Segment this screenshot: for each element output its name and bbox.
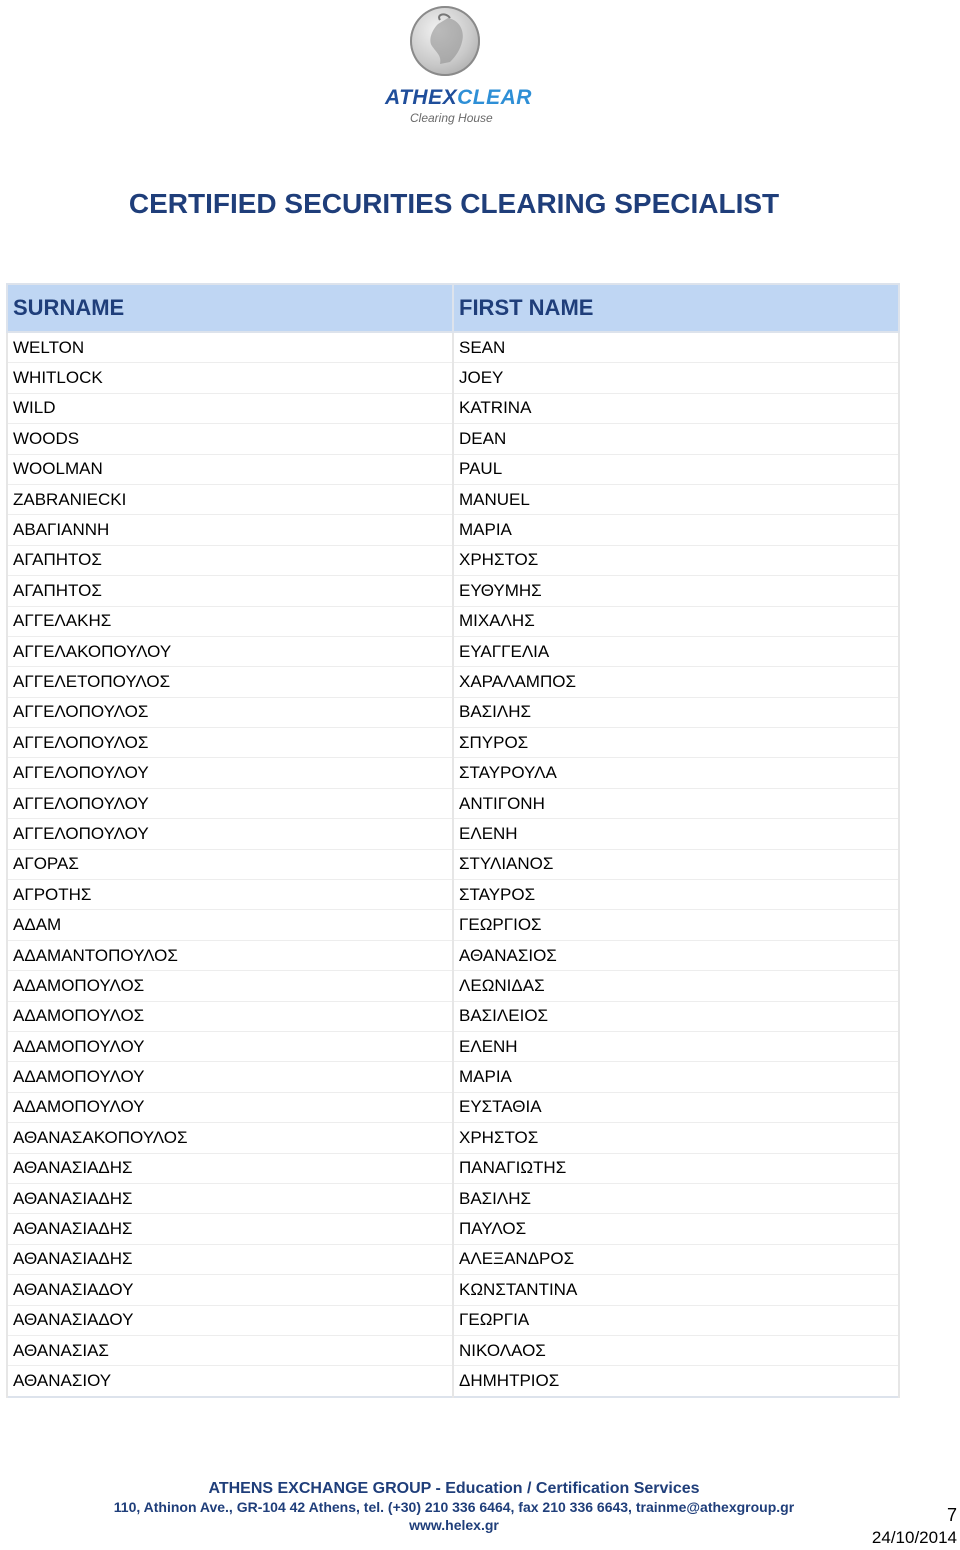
surname-cell: ΑΓΓΕΛΑΚΗΣ [7,606,453,636]
table-row [7,1275,899,1305]
column-header-first-name: FIRST NAME [453,284,899,332]
surname-cell: ΑΓΓΕΛΕΤΟΠΟΥΛΟΣ [7,667,453,697]
table-row [7,880,899,910]
first-name-cell: ΧΡΗΣΤΟΣ [453,545,899,575]
brand-subtitle: Clearing House [410,111,493,125]
first-name-cell: ΝΙΚΟΛΑΟΣ [453,1335,899,1365]
first-name-cell: ΛΕΩΝΙΔΑΣ [453,971,899,1001]
table-row [7,1062,899,1092]
table-row [7,636,899,666]
surname-cell: ΑΓΟΡΑΣ [7,849,453,879]
brand-name [385,86,532,110]
surname-cell: ΑΓΓΕΛΑΚΟΠΟΥΛΟΥ [7,636,453,666]
table-row [7,515,899,545]
table-row [7,728,899,758]
first-name-cell: ΒΑΣΙΛΗΣ [453,1183,899,1213]
table-row [7,1001,899,1031]
table-row [7,393,899,423]
surname-cell: ΑΓΓΕΛΟΠΟΥΛΟΥ [7,758,453,788]
table-row [7,1214,899,1244]
surname-cell: WOOLMAN [7,454,453,484]
table-row [7,697,899,727]
first-name-cell: ΒΑΣΙΛΗΣ [453,697,899,727]
footer-address: 110, Athinon Ave., GR-104 42 Athens, tel. (+30) 210 336 6464, fax 210 336 6643, trainme@athexgroup.gr [113,1499,795,1515]
table-row [7,332,899,363]
surname-cell: ΑΘΑΝΑΣΙΑΔΗΣ [7,1153,453,1183]
surname-cell: ΑΓΓΕΛΟΠΟΥΛΟΥ [7,819,453,849]
first-name-cell: MANUEL [453,484,899,514]
first-name-cell: ΜΑΡΙΑ [453,1062,899,1092]
first-name-cell: ΑΝΤΙΓΟΝΗ [453,788,899,818]
table-row [7,1366,899,1397]
first-name-cell: ΣΤΑΥΡΟΥΛΑ [453,758,899,788]
table-row [7,1305,899,1335]
table-row [7,545,899,575]
surname-cell: ΑΔΑΜΟΠΟΥΛΟΥ [7,1062,453,1092]
first-name-cell: DEAN [453,424,899,454]
table-row [7,576,899,606]
table-row [7,606,899,636]
footer-website: www.helex.gr [409,1517,499,1533]
first-name-cell: ΧΑΡΑΛΑΜΠΟΣ [453,667,899,697]
first-name-cell: ΔΗΜΗΤΡΙΟΣ [453,1366,899,1397]
first-name-cell: ΒΑΣΙΛΕΙΟΣ [453,1001,899,1031]
surname-cell: ΑΔΑΜΟΠΟΥΛΟΥ [7,1031,453,1061]
surname-cell: ΑΒΑΓΙΑΝΝΗ [7,515,453,545]
table-row [7,1244,899,1274]
first-name-cell: PAUL [453,454,899,484]
surname-cell: WILD [7,393,453,423]
table-row [7,971,899,1001]
page-title: CERTIFIED SECURITIES CLEARING SPECIALIST [128,188,780,219]
page-number: 7 [946,1505,957,1525]
footer [0,1480,908,1534]
table-row [7,424,899,454]
table-row [7,1031,899,1061]
surname-cell: ΑΔΑΜΟΠΟΥΛΟΥ [7,1092,453,1122]
first-name-cell: JOEY [453,363,899,393]
table-row [7,849,899,879]
table-body [7,332,899,1397]
first-name-cell: ΓΕΩΡΓΙΑ [453,1305,899,1335]
surname-cell: ΑΘΑΝΑΣΙΑΣ [7,1335,453,1365]
surname-cell: ΑΘΑΝΑΣΙΑΔΗΣ [7,1183,453,1213]
table-row [7,940,899,970]
first-name-cell: ΕΛΕΝΗ [453,819,899,849]
table-row [7,484,899,514]
surname-cell: WHITLOCK [7,363,453,393]
first-name-cell: ΕΥΘΥΜΗΣ [453,576,899,606]
first-name-cell: ΕΥΣΤΑΘΙΑ [453,1092,899,1122]
table-row [7,363,899,393]
first-name-cell: ΓΕΩΡΓΙΟΣ [453,910,899,940]
surname-cell: ΑΘΑΝΑΣΙΑΔΟΥ [7,1305,453,1335]
surname-cell: ΑΔΑΜΟΠΟΥΛΟΣ [7,971,453,1001]
names-table [6,283,900,1398]
surname-cell: ΑΘΑΝΑΣΙΟΥ [7,1366,453,1397]
first-name-cell: ΕΛΕΝΗ [453,1031,899,1061]
athexclear-logo [380,6,530,124]
table-row [7,1092,899,1122]
surname-cell: ΑΘΑΝΑΣΙΑΔΗΣ [7,1244,453,1274]
coin-emblem-icon [410,6,480,76]
surname-cell: ΑΘΑΝΑΣΑΚΟΠΟΥΛΟΣ [7,1123,453,1153]
first-name-cell: ΣΤΥΛΙΑΝΟΣ [453,849,899,879]
first-name-cell: ΜΑΡΙΑ [453,515,899,545]
surname-cell: ΑΘΑΝΑΣΙΑΔΟΥ [7,1275,453,1305]
first-name-cell: ΚΩΝΣΤΑΝΤΙΝΑ [453,1275,899,1305]
first-name-cell: ΧΡΗΣΤΟΣ [453,1123,899,1153]
footer-organization: ATHENS EXCHANGE GROUP - Education / Certification Services [208,1480,700,1497]
table-row [7,788,899,818]
surname-cell: ΑΓΓΕΛΟΠΟΥΛΟΣ [7,728,453,758]
surname-cell: ΑΔΑΜΟΠΟΥΛΟΣ [7,1001,453,1031]
table-row [7,667,899,697]
brand-part2: CLEAR [457,86,532,109]
table-row [7,819,899,849]
first-name-cell: ΑΛΕΞΑΝΔΡΟΣ [453,1244,899,1274]
first-name-cell: ΣΤΑΥΡΟΣ [453,880,899,910]
surname-cell: WOODS [7,424,453,454]
table-row [7,910,899,940]
surname-cell: ΑΓΓΕΛΟΠΟΥΛΟΣ [7,697,453,727]
surname-cell: ΑΓΓΕΛΟΠΟΥΛΟΥ [7,788,453,818]
first-name-cell: ΣΠΥΡΟΣ [453,728,899,758]
first-name-cell: ΕΥΑΓΓΕΛΙΑ [453,636,899,666]
table-row [7,454,899,484]
table-row [7,1123,899,1153]
surname-cell: WELTON [7,332,453,363]
table-row [7,1183,899,1213]
surname-cell: ΑΓΑΠΗΤΟΣ [7,576,453,606]
surname-cell: ΑΓΡΟΤΗΣ [7,880,453,910]
surname-cell: ZABRANIECKI [7,484,453,514]
surname-cell: ΑΔΑΜΑΝΤΟΠΟΥΛΟΣ [7,940,453,970]
table-row [7,758,899,788]
table-header-row [7,284,899,332]
table-row [7,1153,899,1183]
first-name-cell: KATRINA [453,393,899,423]
first-name-cell: ΠΑΥΛΟΣ [453,1214,899,1244]
brand-part1: ATHEX [385,86,458,109]
surname-cell: ΑΔΑΜ [7,910,453,940]
first-name-cell: ΜΙΧΑΛΗΣ [453,606,899,636]
surname-cell: ΑΓΑΠΗΤΟΣ [7,545,453,575]
first-name-cell: SEAN [453,332,899,363]
column-header-surname: SURNAME [7,284,453,332]
first-name-cell: ΠΑΝΑΓΙΩΤΗΣ [453,1153,899,1183]
table-row [7,1335,899,1365]
first-name-cell: ΑΘΑΝΑΣΙΟΣ [453,940,899,970]
surname-cell: ΑΘΑΝΑΣΙΑΔΗΣ [7,1214,453,1244]
document-date: 24/10/2014 [871,1528,957,1547]
